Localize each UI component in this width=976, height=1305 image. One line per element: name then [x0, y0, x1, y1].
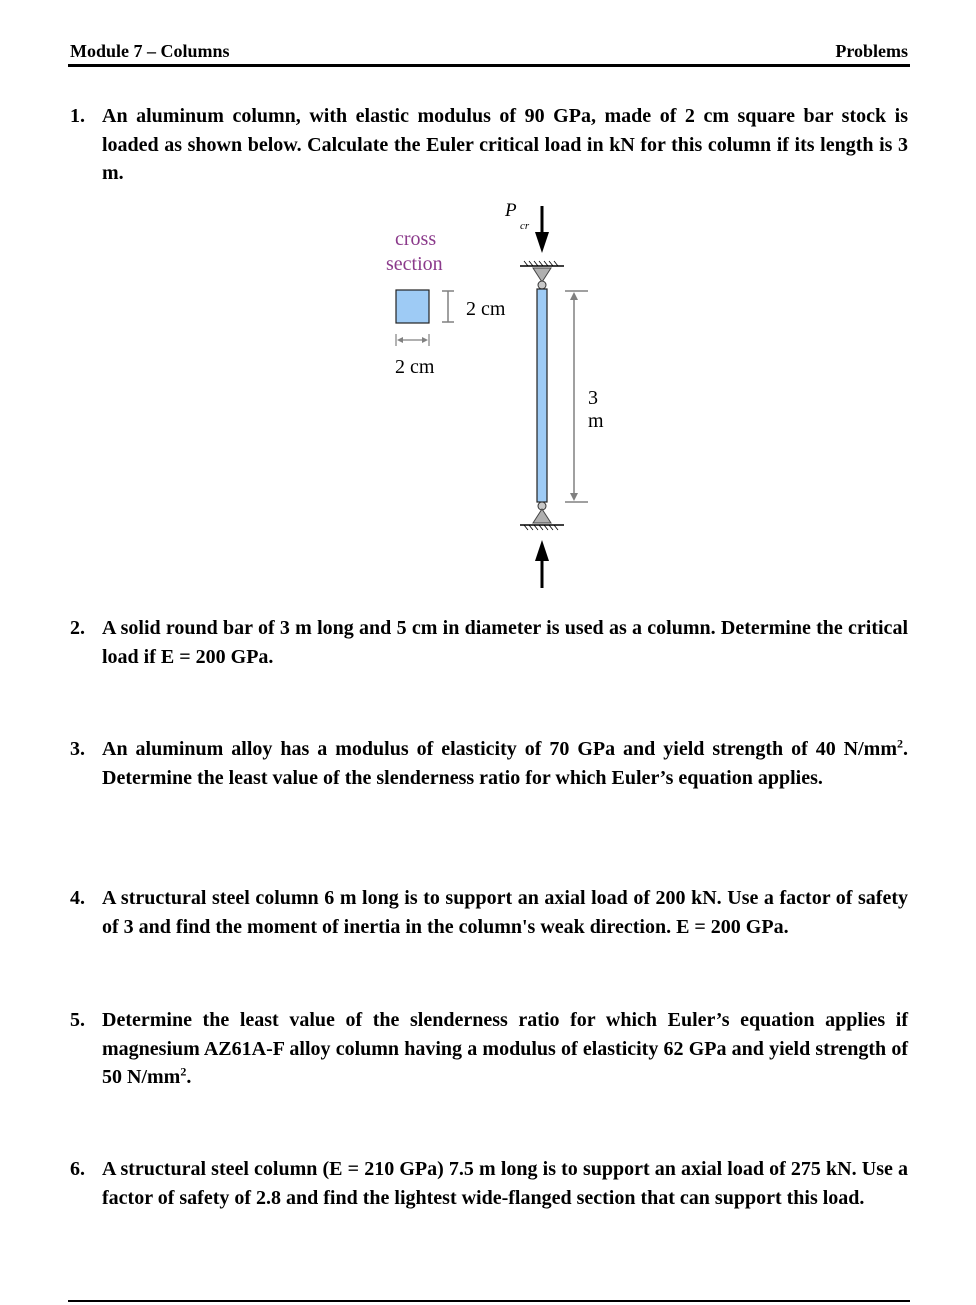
problem-text: An aluminum column, with elastic modulus of 90 GPa, made of 2 cm square bar stock is loaded as shown below. Calculate the Euler critical load in kN for this column if its length is 3 m. [102, 105, 908, 184]
cross-section-height-dimension [442, 291, 454, 322]
column-figure [372, 198, 612, 593]
header-section-title: Problems [835, 41, 908, 61]
problem-text: An aluminum alloy has a modulus of elasticity of 70 GPa and yield strength of 40 $N/mm^2$. Determine the least value of the slenderness ratio for which Euler’s equation applies. [102, 736, 908, 789]
problem-2 [68, 614, 908, 671]
problem-text: A structural steel column (E = 210 GPa) 7.5 m long is to support an axial load of 275 kN. Use a factor of safety of 2.8 and find the lightest wide-flanged section that can support this load. [102, 1158, 908, 1209]
cross-section-square [396, 290, 429, 323]
problem-3 [68, 735, 908, 792]
problem-number: 5. [70, 1009, 85, 1031]
problem-text: Determine the least value of the slenderness ratio for which Euler’s equation applies if magnesium AZ61A-F alloy column having a modulus of elasticity 62 GPa and yield strength of 50 $N/mm^2$. [102, 1009, 908, 1088]
load-label: P [505, 200, 517, 221]
problem-1 [68, 102, 908, 188]
top-pin-support [520, 261, 564, 289]
column-bar [537, 289, 547, 502]
problem-number: 2. [70, 617, 85, 639]
footer-rule [68, 1300, 910, 1302]
problem-number: 1. [70, 105, 85, 127]
width-dimension-label: 2 cm [395, 356, 435, 378]
page-header [68, 38, 910, 67]
cross-label-line2: section [386, 253, 443, 275]
problem-6 [68, 1155, 908, 1212]
problem-text: A solid round bar of 3 m long and 5 cm in diameter is used as a column. Determine the critical load if E = 200 GPa. [102, 617, 908, 668]
problem-number: 3. [70, 738, 85, 760]
problem-5 [68, 1006, 908, 1092]
length-dimension [565, 291, 588, 502]
problem-number: 6. [70, 1158, 85, 1180]
length-dimension-label: 3 m [588, 387, 604, 432]
problem-text: A structural steel column 6 m long is to support an axial load of 200 kN. Use a factor of safety of 3 and find the moment of inertia in the column's weak direction. E = 200 GPa. [102, 887, 908, 938]
problem-4 [68, 884, 908, 941]
cross-section-width-dimension [396, 334, 429, 346]
load-subscript: cr [520, 220, 530, 232]
bottom-pin-support [520, 502, 564, 530]
cross-label-line1: cross [395, 228, 437, 250]
problem-number: 4. [70, 887, 85, 909]
reaction-arrow-bottom [535, 540, 549, 588]
height-dimension-label: 2 cm [466, 298, 506, 320]
load-arrow-top [535, 206, 549, 253]
header-module-title: Module 7 – Columns [70, 41, 230, 61]
